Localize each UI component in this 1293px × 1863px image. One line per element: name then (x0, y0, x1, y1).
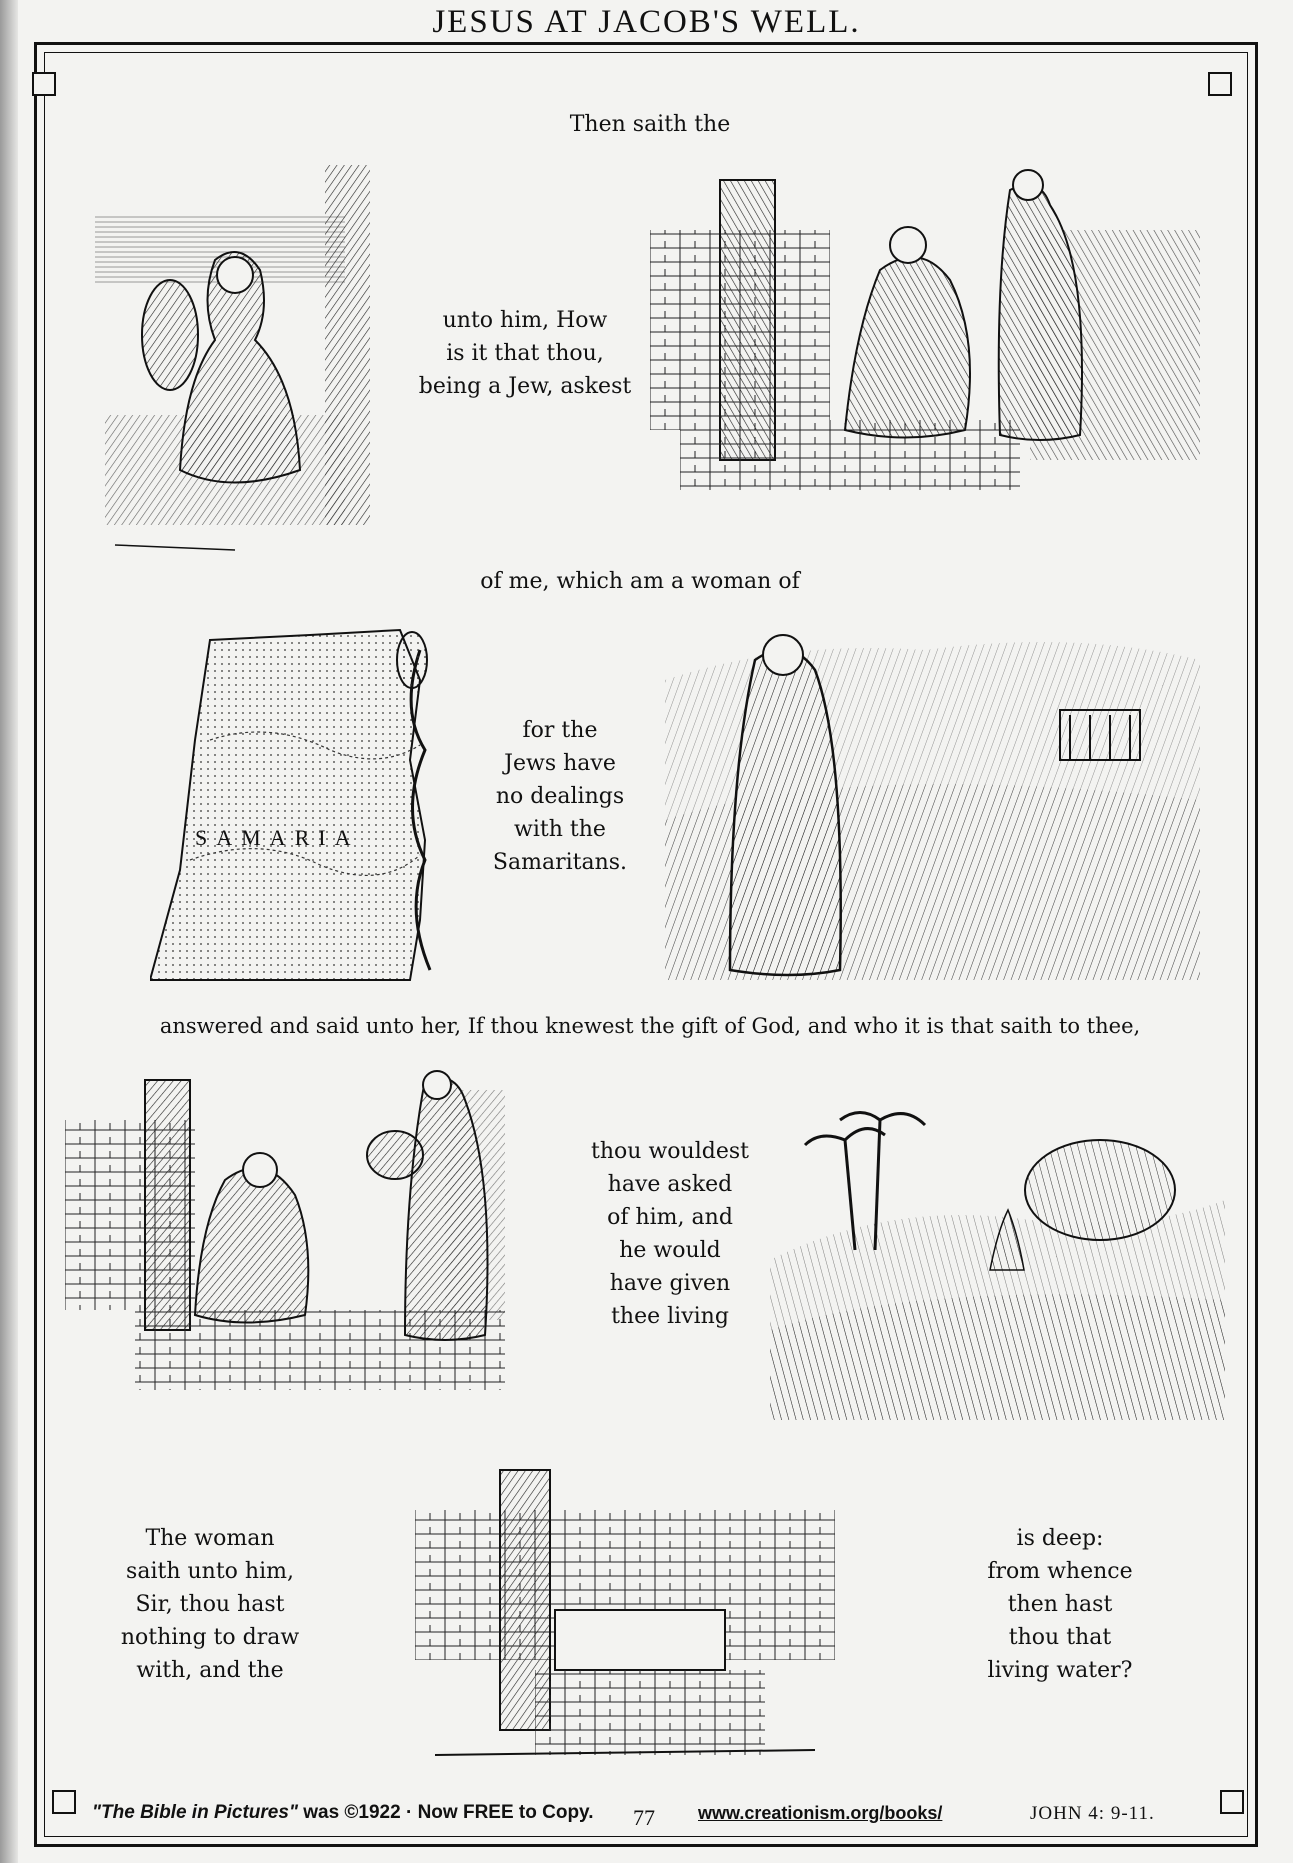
verse-text-line: no dealings (495, 784, 625, 809)
copyright-notice (92, 1802, 594, 1824)
verse-block-3 (570, 1135, 770, 1333)
frame-corner-ornament (1208, 72, 1232, 96)
verse-text-line: is it that thou, (446, 341, 604, 366)
page-binding-shadow (0, 0, 18, 1863)
verse-text-line: is deep: (1016, 1526, 1104, 1551)
verse-text-line: with, and the (136, 1658, 284, 1683)
verse-text-line: Samaritans. (492, 850, 628, 875)
verse-block-2 (470, 714, 650, 879)
copy-notice: was ©1922 · Now FREE to Copy. (297, 1802, 594, 1823)
oasis-spring-illustration (770, 1080, 1225, 1420)
verse-text-line: with the (514, 817, 606, 842)
verse-text-line: from whence (987, 1559, 1133, 1584)
verse-block-5 (960, 1522, 1160, 1687)
book-title: "The Bible in Pictures" (92, 1802, 298, 1823)
verse-text-line: Jews have (504, 751, 616, 776)
verse-text-line: he would (619, 1238, 721, 1263)
empty-well-illustration (415, 1450, 835, 1765)
verse-text-line: thou that (1008, 1625, 1112, 1650)
page-title: JESUS AT JACOB'S WELL. (432, 4, 861, 40)
verse-text-line: have asked (607, 1172, 733, 1197)
frame-corner-ornament (1220, 1790, 1244, 1814)
woman-with-water-jar-illustration (95, 165, 375, 560)
frame-corner-ornament (32, 72, 56, 96)
verse-text-line: thee living (611, 1304, 729, 1329)
website-link[interactable]: www.creationism.org/books/ (698, 1803, 943, 1823)
samaria-map-illustration (150, 620, 450, 985)
jesus-and-woman-at-well-illustration (650, 150, 1205, 500)
verse-text-line: of him, and (607, 1205, 733, 1230)
verse-line-1: Then saith the (569, 112, 731, 137)
verse-text-line: saith unto him, (126, 1559, 294, 1584)
verse-text-line: have given (609, 1271, 731, 1296)
well-conversation-illustration (65, 1060, 555, 1395)
verse-line-2: of me, which am a woman of (480, 569, 800, 594)
frame-corner-ornament (52, 1790, 76, 1814)
verse-text-line: thou wouldest (591, 1139, 749, 1164)
verse-text-line: nothing to draw (120, 1625, 300, 1650)
verse-line-3: answered and said unto her, If thou knewest the gift of God, and who it is that saith to thee, (159, 1014, 1141, 1038)
map-label: SAMARIA (195, 825, 360, 850)
verse-text-line: being a Jew, askest (418, 374, 632, 399)
jesus-in-landscape-illustration (665, 620, 1200, 980)
verse-block-1 (390, 304, 660, 403)
verse-text-line: The woman (145, 1526, 275, 1551)
verse-block-4 (100, 1522, 320, 1687)
verse-text-line: then hast (1007, 1592, 1113, 1617)
page-number: 77 (633, 1805, 655, 1830)
verse-text-line: Sir, thou hast (135, 1592, 285, 1617)
scripture-reference: JOHN 4: 9-11. (1030, 1803, 1155, 1824)
verse-text-line: living water? (987, 1658, 1133, 1683)
verse-text-line: for the (522, 718, 598, 743)
verse-text-line: unto him, How (442, 308, 608, 333)
